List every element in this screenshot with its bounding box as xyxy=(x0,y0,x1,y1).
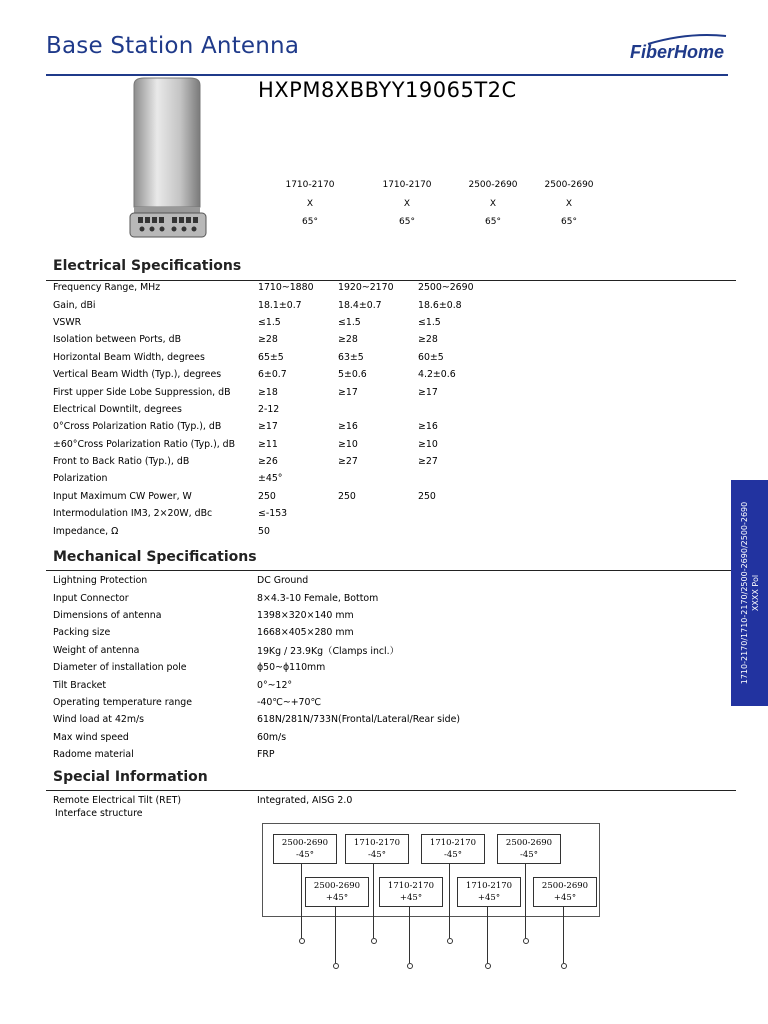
ret-label: Remote Electrical Tilt (RET) xyxy=(53,795,182,806)
connector-port-dot xyxy=(485,963,491,969)
band-summary-3 xyxy=(458,180,528,227)
spec-value: ≥17 xyxy=(418,386,438,398)
port-frequency: 2500-2690 xyxy=(541,881,589,891)
connector-port-dot xyxy=(371,938,377,944)
spec-value: ≥18 xyxy=(258,386,278,398)
section-rule xyxy=(46,790,736,791)
spec-value: ≥10 xyxy=(338,438,358,450)
spec-value: 18.6±0.8 xyxy=(418,299,462,311)
connector-line xyxy=(449,864,450,938)
band-beam: 65° xyxy=(485,217,501,227)
port-frequency: 2500-2690 xyxy=(281,838,329,848)
spec-row xyxy=(53,436,498,453)
spec-value: ≥28 xyxy=(338,334,358,346)
spec-label: Isolation between Ports, dB xyxy=(53,334,182,346)
port-polarization: +45° xyxy=(325,893,349,903)
side-tab-pol: XXXX Pol xyxy=(750,574,760,612)
spec-value: 18.4±0.7 xyxy=(338,299,382,311)
spec-row xyxy=(53,401,498,418)
connector-line xyxy=(373,864,374,938)
band-freq: 1710-2170 xyxy=(382,180,432,190)
connector-port-dot xyxy=(407,963,413,969)
spec-value: ±45° xyxy=(258,473,283,485)
spec-label: First upper Side Lobe Suppression, dB xyxy=(53,386,231,398)
spec-label: Max wind speed xyxy=(53,731,129,743)
spec-value: ≥17 xyxy=(338,386,358,398)
spec-value: ≤1.5 xyxy=(338,316,361,328)
spec-label: Intermodulation IM3, 2×20W, dBc xyxy=(53,508,213,520)
spec-value: 65±5 xyxy=(258,351,284,363)
connector-line xyxy=(409,907,410,963)
brand-name: FiberHome xyxy=(630,42,725,62)
port-polarization: -45° xyxy=(444,850,462,860)
spec-value: ≥17 xyxy=(258,421,278,433)
spec-row xyxy=(53,296,498,313)
band-freq: 2500-2690 xyxy=(468,180,518,190)
port-box xyxy=(379,877,443,907)
header-rule xyxy=(46,74,728,76)
spec-row xyxy=(53,331,498,348)
antenna-product-image xyxy=(128,77,208,241)
spec-label: Frequency Range, MHz xyxy=(53,282,161,294)
spec-value: ϕ50~ϕ110mm xyxy=(257,662,326,674)
port-polarization: +45° xyxy=(477,893,501,903)
spec-row xyxy=(53,470,498,487)
ret-value: Integrated, AISG 2.0 xyxy=(257,795,353,806)
connector-line xyxy=(301,864,302,938)
band-pol: X xyxy=(403,199,411,209)
spec-row xyxy=(53,314,498,331)
spec-row xyxy=(53,349,498,366)
spec-row xyxy=(53,642,557,659)
spec-value: 0°~12° xyxy=(257,679,293,691)
document-title: Base Station Antenna xyxy=(46,33,300,59)
port-frequency: 1710-2170 xyxy=(387,881,435,891)
port-box xyxy=(345,834,409,864)
spec-value: ≥16 xyxy=(338,421,358,433)
port-box xyxy=(533,877,597,907)
spec-value: ≤1.5 xyxy=(258,316,281,328)
spec-value: 1920~2170 xyxy=(338,282,394,294)
side-tab-bands: 1710-2170/1710-2170/2500-2690/2500-2690 xyxy=(739,501,749,685)
spec-value: 60±5 xyxy=(418,351,444,363)
band-beam: 65° xyxy=(302,217,318,227)
band-pol: X xyxy=(565,199,573,209)
port-polarization: -45° xyxy=(296,850,314,860)
special-section-title: Special Information xyxy=(53,769,208,785)
port-box xyxy=(273,834,337,864)
band-freq: 1710-2170 xyxy=(285,180,335,190)
spec-value: ≥26 xyxy=(258,456,278,468)
spec-value: 19Kg / 23.9Kg（Clamps incl.） xyxy=(257,646,399,658)
spec-value xyxy=(338,522,418,539)
spec-value xyxy=(418,505,498,522)
spec-value: ≥28 xyxy=(418,334,438,346)
spec-label: Front to Back Ratio (Typ.), dB xyxy=(53,456,190,468)
spec-value: 250 xyxy=(258,490,276,502)
spec-row xyxy=(53,279,498,296)
spec-value xyxy=(418,401,498,418)
spec-row xyxy=(53,676,557,693)
spec-value xyxy=(418,522,498,539)
spec-value: ≥11 xyxy=(258,438,278,450)
band-beam: 65° xyxy=(399,217,415,227)
connector-port-dot xyxy=(299,938,305,944)
spec-value: 250 xyxy=(418,490,436,502)
spec-value: 1398×320×140 mm xyxy=(257,609,354,621)
port-frequency: 2500-2690 xyxy=(313,881,361,891)
spec-row xyxy=(53,453,498,470)
spec-label: Impedance, Ω xyxy=(53,525,119,537)
band-summary-1 xyxy=(275,180,345,227)
port-polarization: +45° xyxy=(399,893,423,903)
connector-port-dot xyxy=(447,938,453,944)
spec-value: 250 xyxy=(338,490,356,502)
spec-row xyxy=(53,366,498,383)
spec-value: 18.1±0.7 xyxy=(258,299,302,311)
band-summary-2 xyxy=(372,180,442,227)
spec-row xyxy=(53,711,557,728)
band-beam: 65° xyxy=(561,217,577,227)
spec-value xyxy=(418,470,498,487)
spec-value: ≥28 xyxy=(258,334,278,346)
spec-label: Input Connector xyxy=(53,592,129,604)
section-rule xyxy=(46,570,736,571)
spec-label: 0°Cross Polarization Ratio (Typ.), dB xyxy=(53,421,222,433)
spec-value: 5±0.6 xyxy=(338,369,367,381)
band-summary-4 xyxy=(534,180,604,227)
spec-value xyxy=(338,470,418,487)
spec-label: Polarization xyxy=(53,473,108,485)
spec-label: Diameter of installation pole xyxy=(53,662,187,674)
port-box xyxy=(457,877,521,907)
band-pol: X xyxy=(489,199,497,209)
spec-value: 6±0.7 xyxy=(258,369,287,381)
spec-label: Horizontal Beam Width, degrees xyxy=(53,351,205,363)
connector-line xyxy=(335,907,336,963)
spec-value: 618N/281N/733N(Frontal/Lateral/Rear side) xyxy=(257,714,460,726)
electrical-section-title: Electrical Specifications xyxy=(53,258,242,274)
mechanical-section-title: Mechanical Specifications xyxy=(53,549,257,565)
brand-logo xyxy=(628,38,728,72)
spec-value: 4.2±0.6 xyxy=(418,369,456,381)
spec-value: ≥16 xyxy=(418,421,438,433)
spec-value: ≤1.5 xyxy=(418,316,441,328)
spec-row xyxy=(53,572,557,589)
spec-label: Weight of antenna xyxy=(53,644,140,656)
spec-row xyxy=(53,659,557,676)
spec-label: Packing size xyxy=(53,627,111,639)
band-freq: 2500-2690 xyxy=(544,180,594,190)
port-frequency: 1710-2170 xyxy=(465,881,513,891)
port-polarization: -45° xyxy=(520,850,538,860)
port-box xyxy=(305,877,369,907)
spec-row xyxy=(53,624,557,641)
spec-label: Input Maximum CW Power, W xyxy=(53,490,192,502)
spec-label: Vertical Beam Width (Typ.), degrees xyxy=(53,369,222,381)
port-frequency: 2500-2690 xyxy=(505,838,553,848)
spec-value: 63±5 xyxy=(338,351,364,363)
electrical-spec-table xyxy=(53,279,498,540)
spec-value: FRP xyxy=(257,749,275,761)
port-box xyxy=(497,834,561,864)
spec-value: -40℃~+70℃ xyxy=(257,696,322,708)
spec-row xyxy=(53,383,498,400)
spec-label: Radome material xyxy=(53,749,134,761)
spec-row xyxy=(53,488,498,505)
spec-value: DC Ground xyxy=(257,575,309,587)
spec-value: 2-12 xyxy=(258,403,280,415)
spec-value: 60m/s xyxy=(257,731,287,743)
spec-value: 1668×405×280 mm xyxy=(257,627,354,639)
interface-label: Interface structure xyxy=(55,808,143,819)
spec-row xyxy=(53,522,498,539)
port-frequency: 1710-2170 xyxy=(429,838,477,848)
port-polarization: +45° xyxy=(553,893,577,903)
spec-value xyxy=(338,401,418,418)
spec-value: 1710~1880 xyxy=(258,282,314,294)
spec-value: 2500~2690 xyxy=(418,282,474,294)
port-polarization: -45° xyxy=(368,850,386,860)
spec-value: ≥10 xyxy=(418,438,438,450)
connector-line xyxy=(525,864,526,938)
spec-value xyxy=(338,505,418,522)
band-pol: X xyxy=(306,199,314,209)
spec-label: Dimensions of antenna xyxy=(53,609,162,621)
spec-label: Tilt Bracket xyxy=(53,679,107,691)
connector-port-dot xyxy=(561,963,567,969)
spec-row xyxy=(53,589,557,606)
side-band-tab xyxy=(731,480,768,706)
spec-label: Gain, dBi xyxy=(53,299,96,311)
spec-row xyxy=(53,729,557,746)
spec-row xyxy=(53,607,557,624)
model-number: HXPM8XBBYY19065T2C xyxy=(258,78,517,102)
connector-port-dot xyxy=(333,963,339,969)
spec-row xyxy=(53,418,498,435)
spec-label: Electrical Downtilt, degrees xyxy=(53,403,182,415)
spec-label: Lightning Protection xyxy=(53,575,148,587)
spec-row xyxy=(53,746,557,763)
spec-label: VSWR xyxy=(53,316,82,328)
spec-row xyxy=(53,694,557,711)
connector-line xyxy=(563,907,564,963)
port-box xyxy=(421,834,485,864)
spec-label: ±60°Cross Polarization Ratio (Typ.), dB xyxy=(53,438,236,450)
interface-structure-diagram xyxy=(262,823,600,917)
spec-value: 50 xyxy=(258,525,270,537)
mechanical-spec-table xyxy=(53,572,557,763)
spec-row xyxy=(53,505,498,522)
spec-value: 8×4.3-10 Female, Bottom xyxy=(257,592,379,604)
spec-value: ≤-153 xyxy=(258,508,288,520)
spec-label: Wind load at 42m/s xyxy=(53,714,145,726)
spec-value: ≥27 xyxy=(338,456,358,468)
spec-value: ≥27 xyxy=(418,456,438,468)
connector-line xyxy=(487,907,488,963)
spec-label: Operating temperature range xyxy=(53,696,193,708)
port-frequency: 1710-2170 xyxy=(353,838,401,848)
connector-port-dot xyxy=(523,938,529,944)
